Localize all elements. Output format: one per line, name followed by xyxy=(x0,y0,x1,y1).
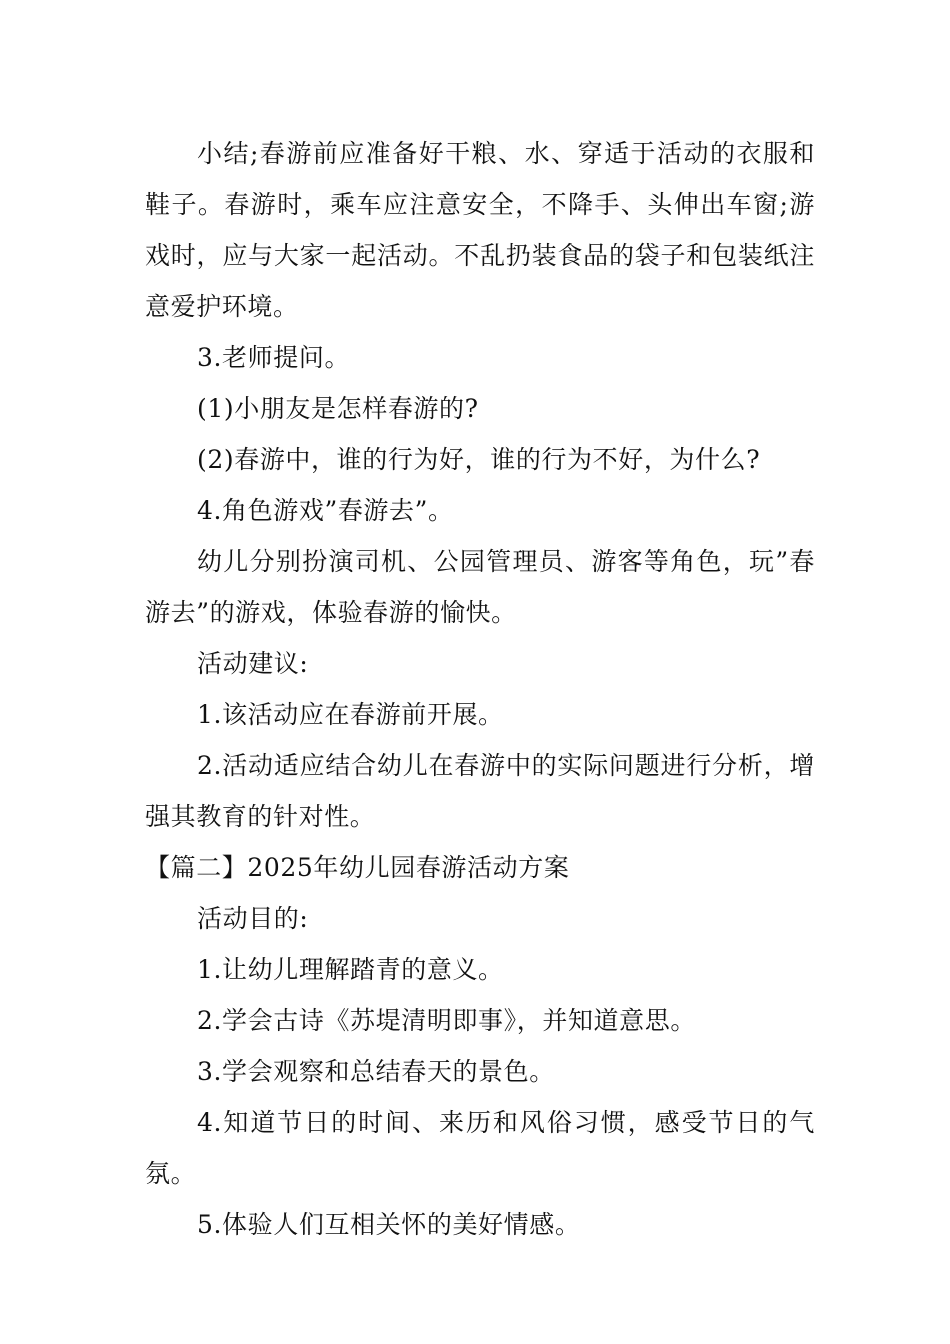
paragraph-suggestion-1: 1.该活动应在春游前开展。 xyxy=(197,700,504,729)
paragraph-suggestion-2: 2.活动适应结合幼儿在春游中的实际问题进行分析，增强其教育的针对性。 xyxy=(145,751,815,831)
paragraph-goal-5: 5.体验人们互相关怀的美好情感。 xyxy=(197,1210,581,1239)
paragraph-goal-1: 1.让幼儿理解踏青的意义。 xyxy=(197,955,504,984)
paragraph-role-play: 4.角色游戏”春游去”。 xyxy=(197,496,454,525)
paragraph-summary: 小结;春游前应准备好干粮、水、穿适于活动的衣服和鞋子。春游时，乘车应注意安全，不降手、头伸出车窗;游戏时，应与大家一起活动。不乱扔装食品的袋子和包装纸注意爱护环境。 xyxy=(145,139,815,321)
paragraph-activity-suggestions: 活动建议: xyxy=(197,649,309,678)
paragraph-goal-4: 4.知道节日的时间、来历和风俗习惯，感受节日的气氛。 xyxy=(145,1108,815,1188)
paragraph-role-play-description: 幼儿分别扮演司机、公园管理员、游客等角色，玩”春游去”的游戏，体验春游的愉快。 xyxy=(145,547,815,627)
section-heading-part-two: 【篇二】2025年幼儿园春游活动方案 xyxy=(145,853,570,882)
paragraph-question-2: (2)春游中，谁的行为好，谁的行为不好，为什么? xyxy=(197,445,761,474)
paragraph-activity-goals: 活动目的: xyxy=(197,904,309,933)
paragraph-goal-2: 2.学会古诗《苏堤清明即事》，并知道意思。 xyxy=(197,1006,696,1035)
document-body xyxy=(145,128,815,1250)
paragraph-teacher-questions: 3.老师提问。 xyxy=(197,343,351,372)
paragraph-question-1: (1)小朋友是怎样春游的? xyxy=(197,394,479,423)
paragraph-goal-3: 3.学会观察和总结春天的景色。 xyxy=(197,1057,555,1086)
